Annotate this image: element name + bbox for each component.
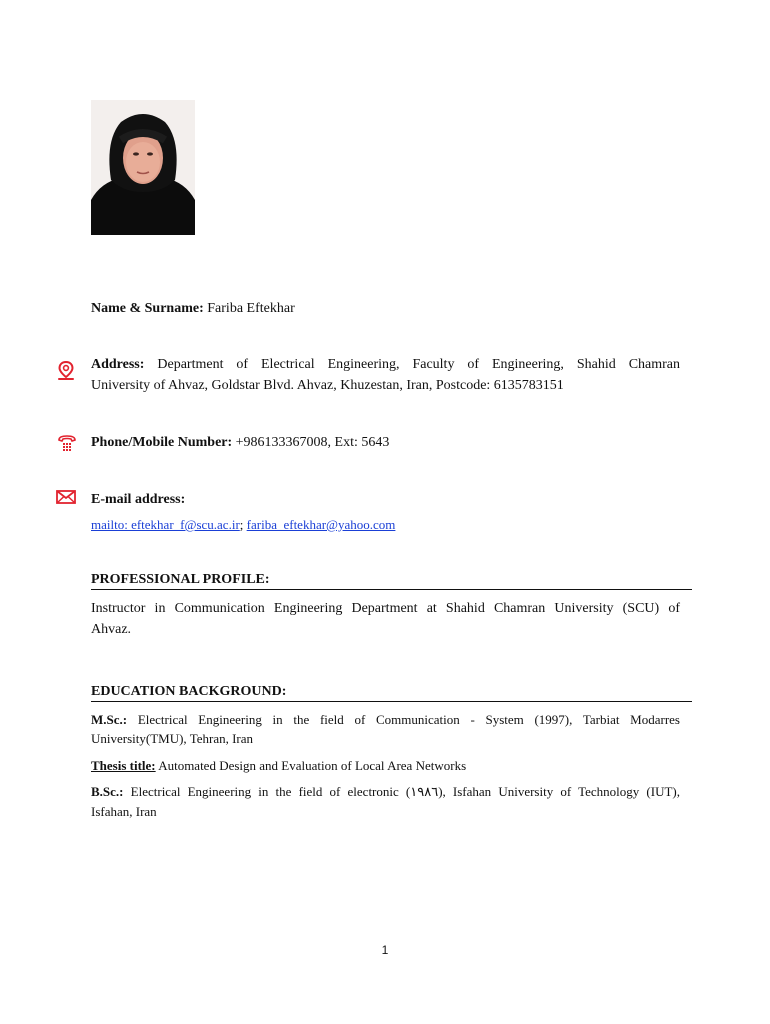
bsc-line-1: [91, 782, 680, 802]
envelope-icon: [56, 490, 74, 508]
phone-row: [91, 432, 389, 453]
msc-line-1: [91, 710, 680, 730]
profile-line-1: Instructor in Communication Engineering Department at Shahid Chamran University (SCU) of: [91, 601, 680, 616]
thesis-label: Thesis title:: [91, 758, 156, 773]
msc-line1-text: Electrical Engineering in the field of Communication - System (1997), Tarbiat Modarres: [137, 712, 680, 727]
professional-profile-heading: PROFESSIONAL PROFILE:: [91, 571, 692, 590]
name-value: Fariba Eftekhar: [207, 301, 295, 316]
address-line1-text: Department of Electrical Engineering, Faculty of Engineering, Shahid Chamran: [157, 357, 681, 372]
page-number: 1: [381, 943, 389, 957]
education-heading: EDUCATION BACKGROUND:: [91, 683, 692, 702]
phone-icon: [57, 433, 75, 451]
address-line-1: [91, 354, 680, 375]
thesis-value: Automated Design and Evaluation of Local Area Networks: [158, 758, 467, 773]
email-separator: ;: [239, 517, 244, 532]
phone-value: +986133367008, Ext: 5643: [235, 435, 390, 450]
address-line-2: University of Ahvaz, Goldstar Blvd. Ahvaz, Khuzestan, Iran, Postcode: 6135783151: [91, 378, 564, 393]
email-links: [91, 515, 395, 535]
profile-line-2: Ahvaz.: [91, 622, 132, 637]
msc-line-2: University(TMU), Tehran, Iran: [91, 731, 254, 746]
email-link-yahoo[interactable]: fariba_eftekhar@yahoo.com: [246, 517, 396, 532]
bsc-label: B.Sc.:: [91, 784, 124, 799]
profile-photo: [91, 100, 195, 235]
bsc-line-2: Isfahan, Iran: [91, 804, 157, 819]
name-row: [91, 298, 295, 319]
bsc-line1-text: Electrical Engineering in the field of electronic (١٩٨٦), Isfahan University of Technology (IUT),: [130, 784, 680, 799]
email-link-scu[interactable]: mailto: eftekhar_f@scu.ac.ir: [91, 517, 240, 532]
phone-label: Phone/Mobile Number:: [91, 435, 233, 450]
email-label: E-mail address:: [91, 492, 186, 507]
thesis-row: [91, 756, 466, 776]
address-label: Address:: [91, 357, 145, 372]
msc-label: M.Sc.:: [91, 712, 128, 727]
name-label: Name & Surname:: [91, 301, 204, 316]
location-pin-icon: [57, 361, 75, 379]
